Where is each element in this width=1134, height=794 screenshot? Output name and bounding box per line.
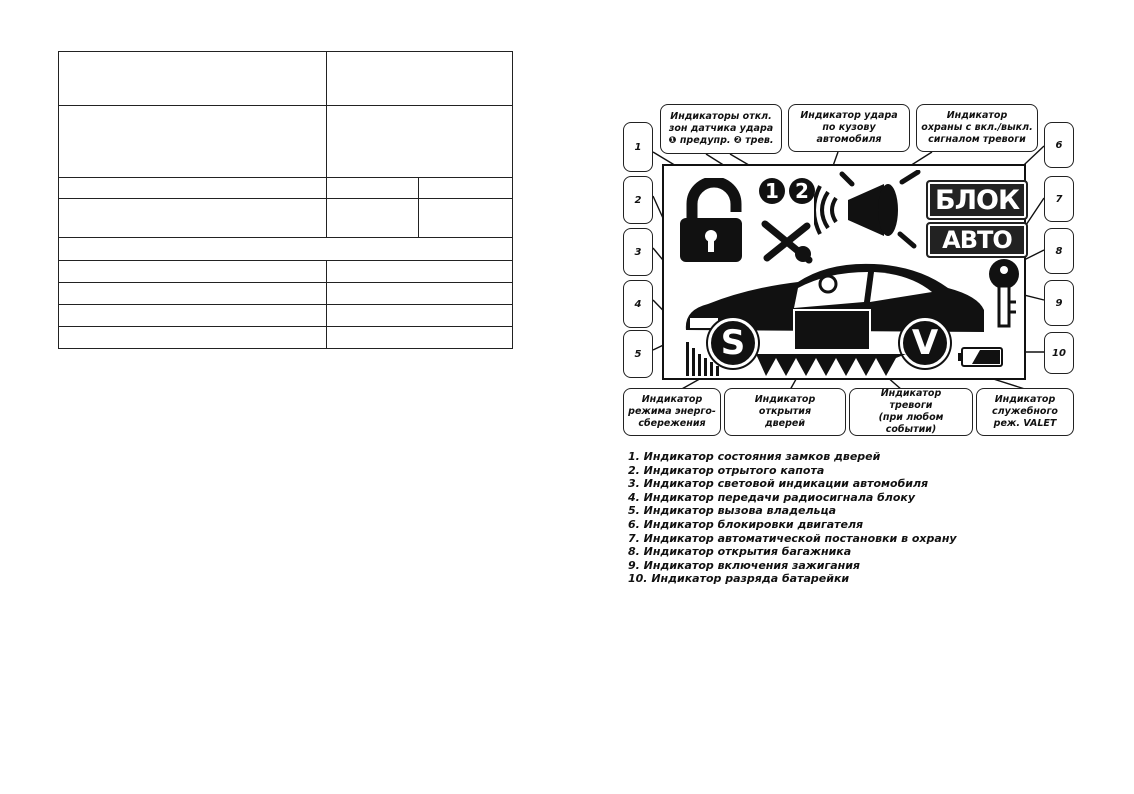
table-cell bbox=[327, 261, 513, 283]
table-cell bbox=[59, 283, 327, 305]
valet-v-badge: V bbox=[900, 318, 950, 368]
zone-2-indicator: 2 bbox=[789, 178, 815, 204]
indicator-legend bbox=[628, 450, 957, 586]
legend-item: 7. Индикатор автоматической постановки в охрану bbox=[628, 531, 957, 545]
table-row bbox=[59, 327, 513, 349]
zone-1-indicator: 1 bbox=[759, 178, 785, 204]
lcd-screen bbox=[662, 164, 1026, 380]
engine-block-indicator: БЛОК bbox=[926, 180, 1028, 220]
table-cell bbox=[327, 106, 513, 178]
lcd-diagram bbox=[620, 100, 1080, 440]
table-cell bbox=[59, 261, 327, 283]
number-box-8: 8 bbox=[1044, 228, 1074, 274]
table-cell bbox=[59, 106, 327, 178]
table-row bbox=[59, 199, 513, 238]
auto-arm-indicator: АВТО bbox=[926, 222, 1028, 258]
callout-alarm-indicator: Индикатор тревоги (при любом событии) bbox=[849, 388, 973, 436]
table-cell bbox=[327, 283, 513, 305]
power-save-s-badge: S bbox=[708, 318, 758, 368]
table-cell bbox=[327, 199, 419, 238]
table-cell bbox=[327, 52, 513, 106]
table-cell bbox=[327, 327, 513, 349]
table-row bbox=[59, 305, 513, 327]
number-box-5: 5 bbox=[623, 330, 653, 378]
table-cell bbox=[327, 305, 513, 327]
table-cell bbox=[59, 178, 327, 199]
legend-item: 6. Индикатор блокировки двигателя bbox=[628, 517, 864, 531]
table-row bbox=[59, 106, 513, 178]
table-cell bbox=[59, 199, 327, 238]
battery-icon bbox=[958, 346, 1004, 368]
table-row bbox=[59, 178, 513, 199]
table-cell bbox=[59, 52, 327, 106]
number-box-2: 2 bbox=[623, 176, 653, 224]
legend-item: 5. Индикатор вызова владельца bbox=[628, 504, 837, 518]
legend-item: 10. Индикатор разряда батарейки bbox=[628, 572, 850, 586]
empty-table bbox=[58, 51, 513, 349]
ignition-key-icon bbox=[982, 258, 1032, 338]
legend-item: 3. Индикатор световой индикации автомобиля bbox=[628, 477, 929, 491]
table-row bbox=[59, 52, 513, 106]
callout-energy-indicator: Индикатор режима энерго- сбережения bbox=[623, 388, 721, 436]
table-row bbox=[59, 261, 513, 283]
callout-valet-indicator: Индикатор служебного реж. VALET bbox=[976, 388, 1074, 436]
number-box-9: 9 bbox=[1044, 280, 1074, 326]
legend-item: 2. Индикатор отрытого капота bbox=[628, 463, 825, 477]
callout-shock-indicator: Индикатор удара по кузову автомобиля bbox=[788, 104, 910, 152]
table-row bbox=[59, 283, 513, 305]
legend-item: 9. Индикатор включения зажигания bbox=[628, 558, 860, 572]
callout-guard-indicator: Индикатор охраны с вкл./выкл. сигналом тревоги bbox=[916, 104, 1038, 152]
lock-icon bbox=[674, 178, 754, 268]
number-box-6: 6 bbox=[1044, 122, 1074, 168]
callout-doors-indicator: Индикатор открытия дверей bbox=[724, 388, 846, 436]
table-cell bbox=[419, 178, 513, 199]
table-cell bbox=[59, 305, 327, 327]
table-cell bbox=[59, 238, 513, 261]
table-row bbox=[59, 238, 513, 261]
table-cell bbox=[59, 327, 327, 349]
alarm-zigzag-icon bbox=[756, 354, 906, 378]
callout-zones-indicator: Индикаторы откл. зон датчика удара ❶ предупр. ❷ трев. bbox=[660, 104, 782, 154]
number-box-4: 4 bbox=[623, 280, 653, 328]
legend-item: 1. Индикатор состояния замков дверей bbox=[628, 450, 881, 463]
legend-item: 4. Индикатор передачи радиосигнала блоку bbox=[628, 490, 916, 504]
legend-item: 8. Индикатор открытия багажника bbox=[628, 545, 852, 559]
number-box-7: 7 bbox=[1044, 176, 1074, 222]
table-cell bbox=[327, 178, 419, 199]
table-cell bbox=[419, 199, 513, 238]
number-box-1: 1 bbox=[623, 122, 653, 172]
number-box-10: 10 bbox=[1044, 332, 1074, 374]
number-box-3: 3 bbox=[623, 228, 653, 276]
siren-icon bbox=[814, 170, 934, 250]
